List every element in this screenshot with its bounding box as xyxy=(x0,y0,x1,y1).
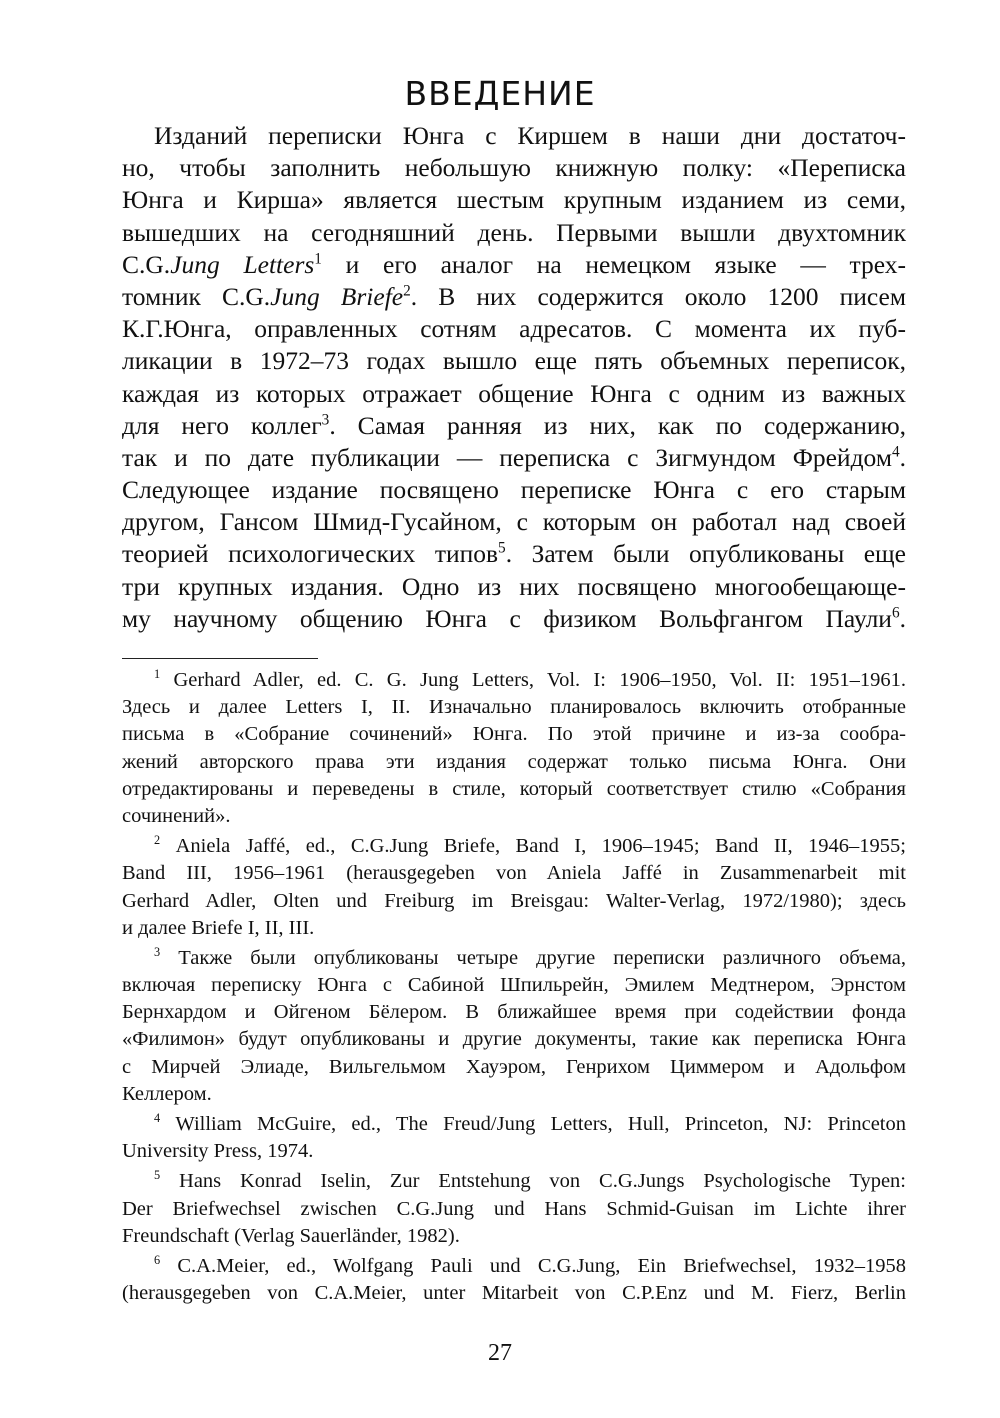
body-line: но, чтобы заполнить небольшую книжную полку: «Переписка xyxy=(122,153,906,183)
chapter-title: ВВЕДЕНИЕ xyxy=(404,74,596,113)
footnote-1: $^1$ Gerhard Adler, ed. C. G. Jung Letters, Vol. I: 1906–1950, Vol. II: 1951–1961. Здесь и далее Letters I, II. Изначально планировалось включить отобранные письма в «Собрание сочинений» Юнга. По этой причине и из-за сообра- жений авторского права эти издания содержат только письма Юнга. Они отредактированы и переведены в стиле, который соответствует стилю «Собрания сочинений». xyxy=(122,667,907,827)
body-line: му научному общению Юнга с физиком Вольфгангом Паули$^6$. xyxy=(122,603,906,633)
footnote-4: $^4$ William McGuire, ed., The Freud/Jung Letters, Hull, Princeton, NJ: Princeton University Press, 1974. xyxy=(122,1111,906,1163)
footnote-number: 4 xyxy=(154,1111,161,1126)
footnote-6: $^6$ C.A.Meier, ed., Wolfgang Pauli und C.G.Jung, Ein Briefwechsel, 1932–1958 (herausgegeben von C.A.Meier, unter Mitarbeit von C.P.Enz und M. Fierz, Berlin xyxy=(122,1253,907,1305)
footnote-ref: 2 xyxy=(403,282,411,300)
footnote-ref: 3 xyxy=(321,411,330,429)
footnote-number: 6 xyxy=(154,1253,161,1268)
body-line: Следующее издание посвящено переписке Юнга с его старым xyxy=(122,475,906,505)
body-line: три крупных издания. Одно из них посвящено многообещающе- xyxy=(122,571,906,601)
footnote-ref: 6 xyxy=(891,604,900,622)
footnote-separator xyxy=(122,658,318,659)
body-line: вышедших на сегодняшний день. Первыми вышли двухтомник xyxy=(122,217,906,247)
body-line: другом, Гансом Шмид-Гусайном, с которым он работал над своей xyxy=(122,507,906,537)
footnote-number: 2 xyxy=(154,833,161,848)
footnote-2: $^2$ Aniela Jaffé, ed., C.G.Jung Briefe, Band I, 1906–1945; Band II, 1946–1955; Band III, 1956–1961 (herausgegeben von Aniela Jaffé in Zusammenarbeit mit Gerhard Adler, Olten und Freiburg im Breisgau: Walter-Verlag, 1972/1980); здесь и далее Briefe I, II, III. xyxy=(122,833,907,939)
footnote-5: $^5$ Hans Konrad Iselin, Zur Entstehung von C.G.Jungs Psychologische Typen: Der Briefwechsel zwischen C.G.Jung und Hans Schmid-Guisan im Lichte ihrer Freundschaft (Verlag Sauerländer, 1982). xyxy=(122,1168,906,1247)
footnote-number: 3 xyxy=(154,945,161,960)
body-line: так и по дате публикации — переписка с Зигмундом Фрейдом$^4$. xyxy=(122,442,906,472)
body-line: каждая из которых отражает общение Юнга с одним из важных xyxy=(122,378,906,408)
main-paragraph xyxy=(122,120,906,635)
body-line: C.G.Jung Letters$^1$ и его аналог на немецком языке — трех- xyxy=(122,249,906,279)
body-line: томник C.G.Jung Briefe$^2$. В них содержится около 1200 писем xyxy=(122,281,906,311)
footnote-number: 5 xyxy=(154,1168,161,1183)
footnote-number: 1 xyxy=(154,667,161,682)
footnote-ref: 1 xyxy=(314,250,322,268)
body-line: для него коллег$^3$. Самая ранняя из них, как по содержанию, xyxy=(122,410,906,440)
footnote-ref: 5 xyxy=(498,539,506,557)
footnotes xyxy=(122,667,906,1307)
page-number: 27 xyxy=(488,1340,512,1366)
footnote-ref: 4 xyxy=(891,443,900,461)
footnote-3: $^3$ Также были опубликованы четыре другие переписки различного объема, включая переписку Юнга с Сабиной Шпильрейн, Эмилем Медтнером, Эрнстом Бернхардом и Ойгеном Бёлером. В ближайшее время при содействии фонда «Филимон» будут опубликованы и другие документы, такие как переписка Юнга с Мирчей Элиаде, Вильгельмом Хауэром, Генрихом Циммером и Адольфом Келлером. xyxy=(122,945,906,1105)
body-line: Юнга и Кирша» является шестым крупным изданием из семи, xyxy=(122,185,906,215)
body-line: Изданий переписки Юнга с Киршем в наши дни достаточ- xyxy=(154,121,906,150)
body-line: теорией психологических типов$^5$. Затем были опубликованы еще xyxy=(122,539,906,569)
body-line: К.Г.Юнга, оправленных сотням адресатов. С момента их пуб- xyxy=(122,314,906,344)
body-line: ликации в 1972–73 годах вышло еще пять объемных переписок, xyxy=(122,346,906,376)
